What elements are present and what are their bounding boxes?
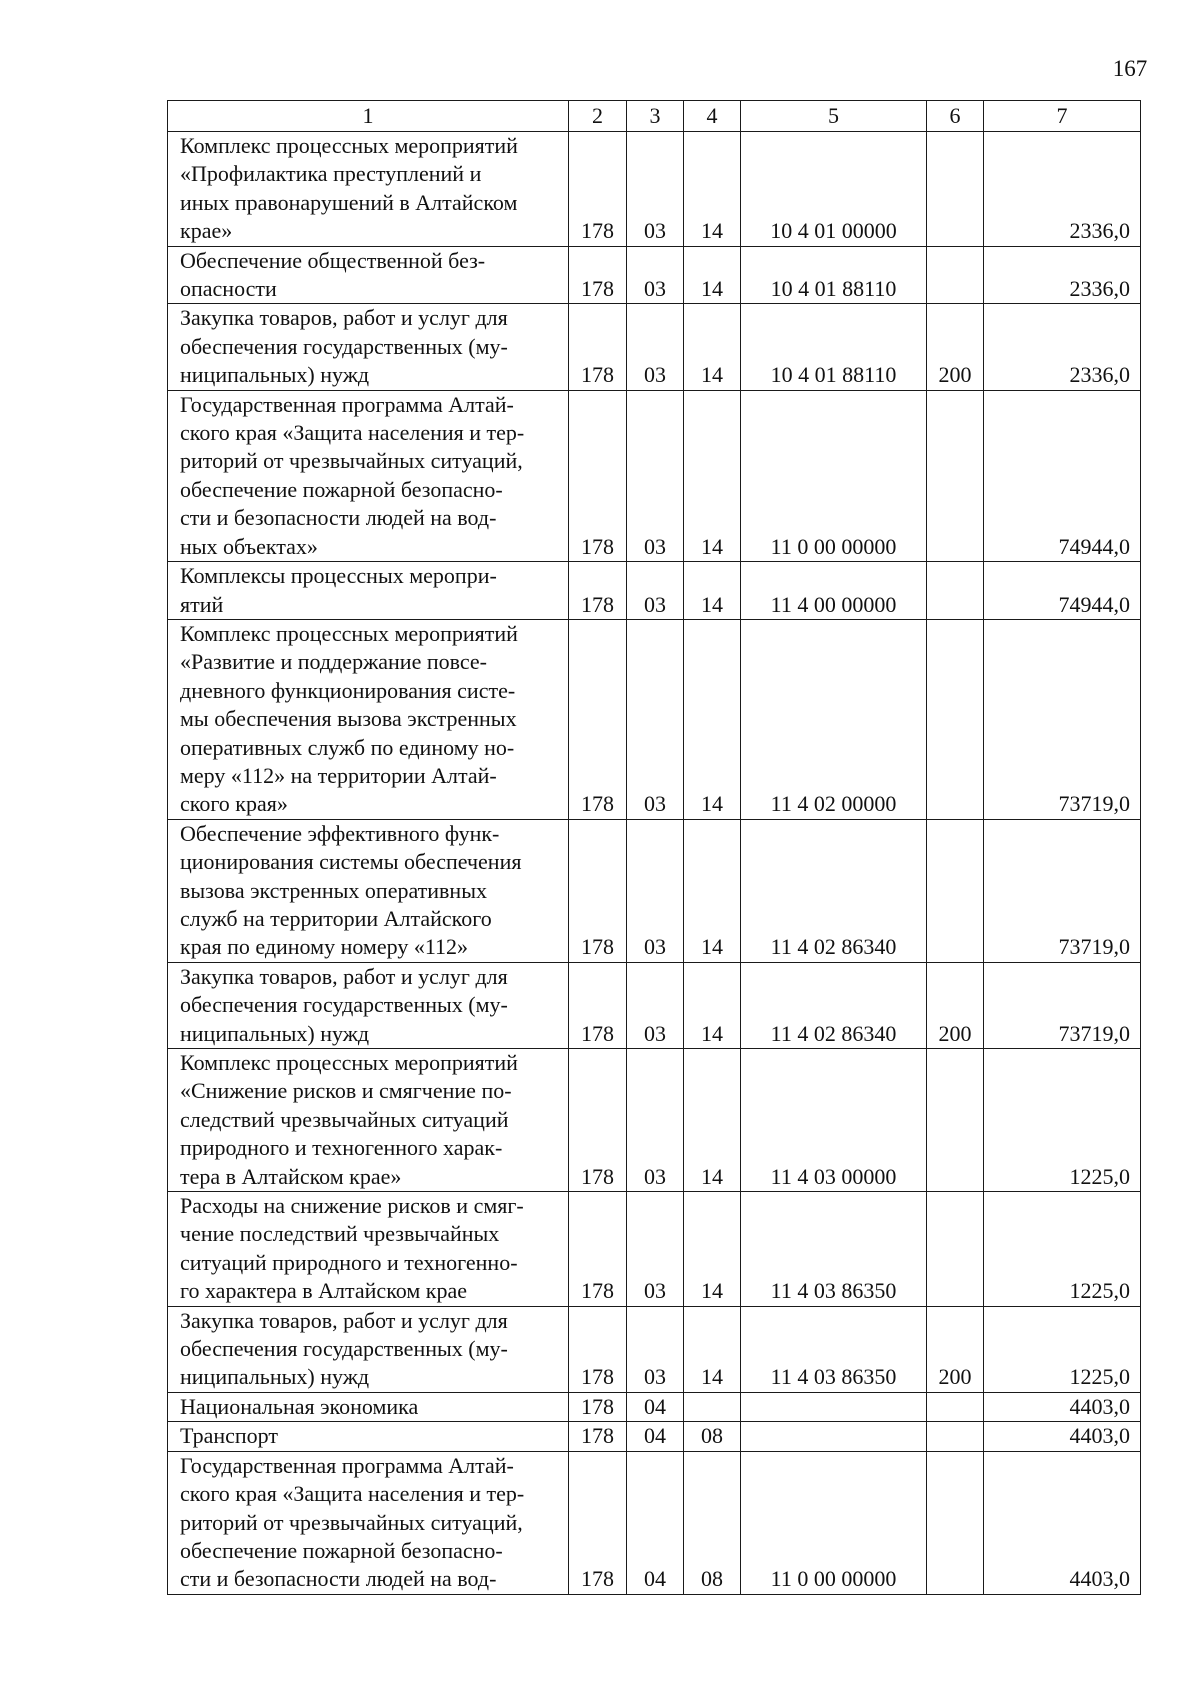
subsection-code-cell: 14 [684, 304, 741, 390]
section-code-cell: 03 [627, 390, 684, 561]
amount-cell: 4403,0 [984, 1392, 1141, 1421]
section-code-cell: 04 [627, 1422, 684, 1451]
expense-type-cell [927, 1192, 984, 1307]
table-body [168, 132, 1141, 1595]
target-article-cell: 11 4 02 86340 [741, 962, 927, 1048]
column-header: 2 [569, 101, 627, 132]
amount-cell: 2336,0 [984, 246, 1141, 304]
item-name-cell: Национальная экономика [168, 1392, 569, 1421]
table-row [168, 390, 1141, 561]
section-code-cell: 04 [627, 1392, 684, 1421]
item-name-cell: Закупка товаров, работ и услуг для обеспечения государственных (му- ниципальных) нужд [168, 304, 569, 390]
admin-code-cell: 178 [569, 1451, 627, 1594]
table-row [168, 1422, 1141, 1451]
section-code-cell: 03 [627, 1192, 684, 1307]
item-name-cell: Расходы на снижение рисков и смяг- чение последствий чрезвычайных ситуаций природного и техногенно- го характера в Алтайском крае [168, 1192, 569, 1307]
section-code-cell: 03 [627, 819, 684, 962]
table-row [168, 619, 1141, 819]
item-name-cell: Закупка товаров, работ и услуг для обеспечения государственных (му- ниципальных) нужд [168, 1306, 569, 1392]
admin-code-cell: 178 [569, 619, 627, 819]
target-article-cell [741, 1422, 927, 1451]
subsection-code-cell: 14 [684, 1049, 741, 1192]
admin-code-cell: 178 [569, 1422, 627, 1451]
table-row [168, 562, 1141, 620]
admin-code-cell: 178 [569, 132, 627, 247]
table-row [168, 1192, 1141, 1307]
section-code-cell: 03 [627, 304, 684, 390]
column-header: 3 [627, 101, 684, 132]
section-code-cell: 03 [627, 246, 684, 304]
expense-type-cell [927, 1392, 984, 1421]
target-article-cell: 11 0 00 00000 [741, 390, 927, 561]
subsection-code-cell: 14 [684, 1192, 741, 1307]
expense-type-cell [927, 246, 984, 304]
amount-cell: 73719,0 [984, 619, 1141, 819]
table-row [168, 1049, 1141, 1192]
table-row [168, 246, 1141, 304]
subsection-code-cell: 14 [684, 962, 741, 1048]
section-code-cell: 04 [627, 1451, 684, 1594]
header-row [168, 101, 1141, 132]
table-row [168, 304, 1141, 390]
expense-type-cell [927, 619, 984, 819]
target-article-cell [741, 1392, 927, 1421]
page-number: 167 [1112, 56, 1148, 81]
item-name-cell: Государственная программа Алтай- ского края «Защита населения и тер- риторий от чрезвычайных ситуаций, обеспечение пожарной безопасно- сти и безопасности людей на вод- [168, 1451, 569, 1594]
subsection-code-cell: 08 [684, 1422, 741, 1451]
item-name-cell: Комплекс процессных мероприятий «Развитие и поддержание повсе- дневного функционирования систе- мы обеспечения вызова экстренных оперативных служб по единому но- меру «112» на территории Алтай- ского края» [168, 619, 569, 819]
expense-type-cell [927, 390, 984, 561]
item-name-cell: Комплекс процессных мероприятий «Снижение рисков и смягчение по- следствий чрезвычайных ситуаций природного и техногенного харак- тера в Алтайском крае» [168, 1049, 569, 1192]
subsection-code-cell: 14 [684, 819, 741, 962]
column-header: 7 [984, 101, 1141, 132]
section-code-cell: 03 [627, 1049, 684, 1192]
subsection-code-cell: 14 [684, 1306, 741, 1392]
admin-code-cell: 178 [569, 1192, 627, 1307]
subsection-code-cell [684, 1392, 741, 1421]
item-name-cell: Государственная программа Алтай- ского края «Защита населения и тер- риторий от чрезвычайных ситуаций, обеспечение пожарной безопасно- сти и безопасности людей на вод- ных объектах» [168, 390, 569, 561]
subsection-code-cell: 14 [684, 132, 741, 247]
target-article-cell: 10 4 01 00000 [741, 132, 927, 247]
subsection-code-cell: 14 [684, 246, 741, 304]
target-article-cell: 11 4 03 00000 [741, 1049, 927, 1192]
item-name-cell: Обеспечение общественной без- опасности [168, 246, 569, 304]
item-name-cell: Обеспечение эффективного функ- ционирования системы обеспечения вызова экстренных оперативных служб на территории Алтайского края по единому номеру «112» [168, 819, 569, 962]
amount-cell: 4403,0 [984, 1451, 1141, 1594]
item-name-cell: Закупка товаров, работ и услуг для обеспечения государственных (му- ниципальных) нужд [168, 962, 569, 1048]
expense-type-cell: 200 [927, 1306, 984, 1392]
column-header: 4 [684, 101, 741, 132]
admin-code-cell: 178 [569, 1306, 627, 1392]
expense-type-cell: 200 [927, 304, 984, 390]
column-header: 1 [168, 101, 569, 132]
subsection-code-cell: 14 [684, 619, 741, 819]
admin-code-cell: 178 [569, 390, 627, 561]
amount-cell: 2336,0 [984, 304, 1141, 390]
table-row [168, 1306, 1141, 1392]
expense-type-cell [927, 132, 984, 247]
amount-cell: 74944,0 [984, 390, 1141, 561]
table-row [168, 132, 1141, 247]
admin-code-cell: 178 [569, 1049, 627, 1192]
table-row [168, 1451, 1141, 1594]
section-code-cell: 03 [627, 132, 684, 247]
section-code-cell: 03 [627, 962, 684, 1048]
target-article-cell: 10 4 01 88110 [741, 246, 927, 304]
section-code-cell: 03 [627, 619, 684, 819]
target-article-cell: 11 0 00 00000 [741, 1451, 927, 1594]
column-header: 6 [927, 101, 984, 132]
expense-type-cell: 200 [927, 962, 984, 1048]
section-code-cell: 03 [627, 562, 684, 620]
amount-cell: 73719,0 [984, 962, 1141, 1048]
budget-table [167, 100, 1141, 1595]
column-header: 5 [741, 101, 927, 132]
expense-type-cell [927, 1451, 984, 1594]
expense-type-cell [927, 1049, 984, 1192]
amount-cell: 74944,0 [984, 562, 1141, 620]
admin-code-cell: 178 [569, 819, 627, 962]
target-article-cell: 11 4 02 00000 [741, 619, 927, 819]
item-name-cell: Комплекс процессных мероприятий «Профилактика преступлений и иных правонарушений в Алтайском крае» [168, 132, 569, 247]
amount-cell: 1225,0 [984, 1049, 1141, 1192]
table-row [168, 1392, 1141, 1421]
table-row [168, 819, 1141, 962]
target-article-cell: 10 4 01 88110 [741, 304, 927, 390]
target-article-cell: 11 4 03 86350 [741, 1306, 927, 1392]
admin-code-cell: 178 [569, 562, 627, 620]
subsection-code-cell: 08 [684, 1451, 741, 1594]
amount-cell: 1225,0 [984, 1306, 1141, 1392]
table-row [168, 962, 1141, 1048]
item-name-cell: Транспорт [168, 1422, 569, 1451]
target-article-cell: 11 4 02 86340 [741, 819, 927, 962]
target-article-cell: 11 4 03 86350 [741, 1192, 927, 1307]
admin-code-cell: 178 [569, 1392, 627, 1421]
target-article-cell: 11 4 00 00000 [741, 562, 927, 620]
subsection-code-cell: 14 [684, 562, 741, 620]
admin-code-cell: 178 [569, 304, 627, 390]
amount-cell: 2336,0 [984, 132, 1141, 247]
section-code-cell: 03 [627, 1306, 684, 1392]
amount-cell: 4403,0 [984, 1422, 1141, 1451]
admin-code-cell: 178 [569, 962, 627, 1048]
expense-type-cell [927, 819, 984, 962]
item-name-cell: Комплексы процессных меропри- ятий [168, 562, 569, 620]
subsection-code-cell: 14 [684, 390, 741, 561]
expense-type-cell [927, 1422, 984, 1451]
amount-cell: 1225,0 [984, 1192, 1141, 1307]
admin-code-cell: 178 [569, 246, 627, 304]
expense-type-cell [927, 562, 984, 620]
amount-cell: 73719,0 [984, 819, 1141, 962]
